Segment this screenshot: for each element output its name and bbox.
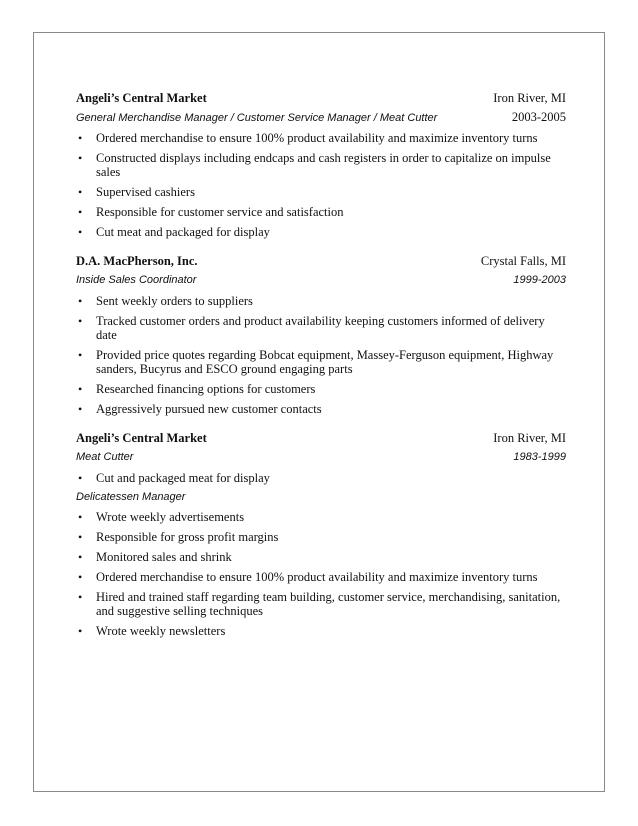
bullet-text: Constructed displays including endcaps and cash registers in order to capitalize on impulse sales xyxy=(96,151,551,179)
bullet-icon: • xyxy=(78,402,83,416)
bullet-icon: • xyxy=(78,151,83,165)
role-line xyxy=(76,273,566,288)
bullet-text: Responsible for customer service and satisfaction xyxy=(96,205,344,219)
bullet-list xyxy=(76,294,566,416)
subrole-title: Delicatessen Manager xyxy=(76,491,186,503)
role-line xyxy=(76,110,566,125)
bullet-item xyxy=(76,471,566,485)
bullet-text: Cut and packaged meat for display xyxy=(96,471,270,485)
bullet-icon: • xyxy=(78,131,83,145)
bullet-item xyxy=(76,131,566,145)
bullet-text: Supervised cashiers xyxy=(96,185,195,199)
bullet-text: Provided price quotes regarding Bobcat equipment, Massey-Ferguson equipment, Highway sanders, Bucyrus and ESCO ground engaging parts xyxy=(96,348,554,376)
bullet-item xyxy=(76,402,566,416)
bullet-item xyxy=(76,348,566,376)
bullet-text: Tracked customer orders and product availability keeping customers informed of delivery date xyxy=(96,314,545,342)
bullet-list xyxy=(76,471,566,485)
bullet-icon: • xyxy=(78,471,83,485)
bullet-item xyxy=(76,225,566,239)
bullet-text: Sent weekly orders to suppliers xyxy=(96,294,253,308)
employer-name: D.A. MacPherson, Inc. xyxy=(76,254,198,268)
resume-page xyxy=(33,32,605,792)
job-entry xyxy=(76,430,566,638)
job-location: Iron River, MI xyxy=(493,91,566,105)
bullet-text: Aggressively pursued new customer contacts xyxy=(96,402,322,416)
bullet-text: Hired and trained staff regarding team building, customer service, merchandising, sanitation, and suggestive selling techniques xyxy=(96,590,561,618)
bullet-text: Ordered merchandise to ensure 100% product availability and maximize inventory turns xyxy=(96,131,538,145)
bullet-item xyxy=(76,185,566,199)
job-header xyxy=(76,90,566,107)
bullet-icon: • xyxy=(78,624,83,638)
bullet-icon: • xyxy=(78,205,83,219)
job-header xyxy=(76,253,566,270)
bullet-item xyxy=(76,382,566,396)
bullet-text: Monitored sales and shrink xyxy=(96,550,232,564)
bullet-icon: • xyxy=(78,348,83,362)
bullet-list xyxy=(76,131,566,239)
bullet-list xyxy=(76,510,566,638)
job-title: Inside Sales Coordinator xyxy=(76,274,197,286)
bullet-item xyxy=(76,314,566,342)
job-dates: 1983-1999 xyxy=(513,451,566,463)
job-header xyxy=(76,430,566,447)
bullet-text: Researched financing options for customers xyxy=(96,382,316,396)
bullet-item xyxy=(76,294,566,308)
bullet-item xyxy=(76,570,566,584)
bullet-text: Wrote weekly newsletters xyxy=(96,624,226,638)
bullet-icon: • xyxy=(78,550,83,564)
bullet-item xyxy=(76,624,566,638)
role-line xyxy=(76,450,566,465)
job-entry xyxy=(76,90,566,239)
bullet-item xyxy=(76,530,566,544)
bullet-item xyxy=(76,550,566,564)
bullet-icon: • xyxy=(78,185,83,199)
bullet-icon: • xyxy=(78,314,83,328)
bullet-text: Wrote weekly advertisements xyxy=(96,510,245,524)
bullet-item xyxy=(76,205,566,219)
job-entry xyxy=(76,253,566,416)
bullet-text: Responsible for gross profit margins xyxy=(96,530,279,544)
job-title: General Merchandise Manager / Customer Service Manager / Meat Cutter xyxy=(76,112,438,124)
bullet-icon: • xyxy=(78,530,83,544)
bullet-item xyxy=(76,590,566,618)
resume-content xyxy=(76,90,566,652)
job-title: Meat Cutter xyxy=(76,451,134,463)
employer-name: Angeli’s Central Market xyxy=(76,91,207,105)
job-location: Iron River, MI xyxy=(493,431,566,445)
bullet-icon: • xyxy=(78,225,83,239)
bullet-item xyxy=(76,151,566,179)
job-dates: 2003-2005 xyxy=(511,110,566,124)
bullet-icon: • xyxy=(78,382,83,396)
bullet-icon: • xyxy=(78,510,83,524)
job-location: Crystal Falls, MI xyxy=(480,254,566,268)
employer-name: Angeli’s Central Market xyxy=(76,431,207,445)
bullet-icon: • xyxy=(78,590,83,604)
bullet-icon: • xyxy=(78,570,83,584)
bullet-text: Ordered merchandise to ensure 100% product availability and maximize inventory turns xyxy=(96,570,538,584)
job-dates: 1999-2003 xyxy=(513,274,566,286)
bullet-item xyxy=(76,510,566,524)
bullet-icon: • xyxy=(78,294,83,308)
bullet-text: Cut meat and packaged for display xyxy=(96,225,270,239)
